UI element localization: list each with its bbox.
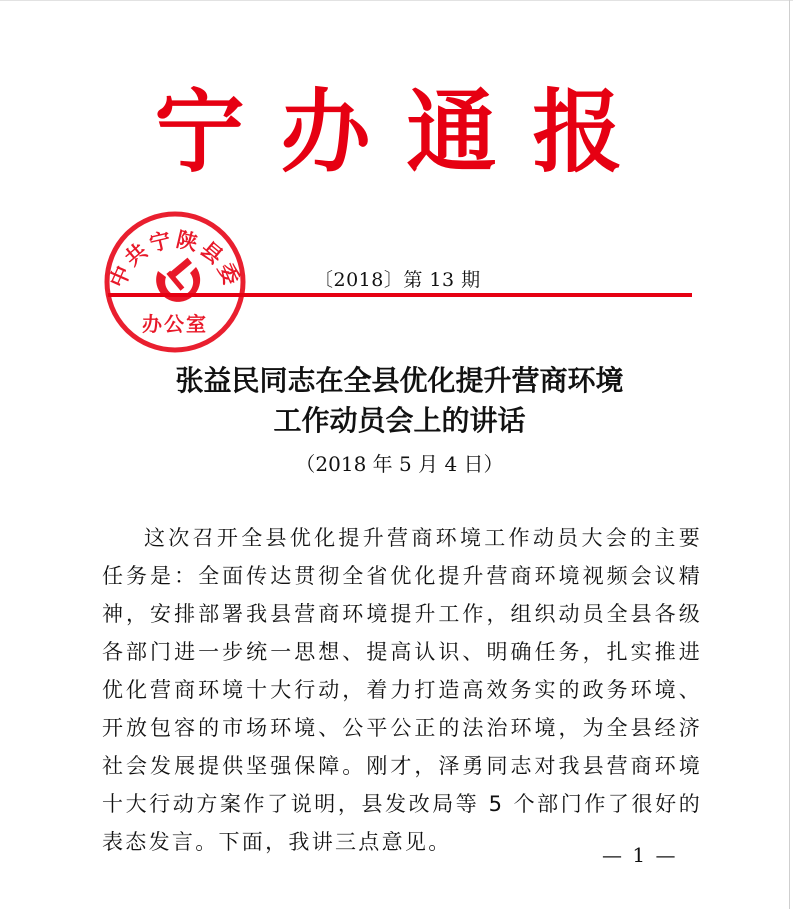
- body-text: [102, 519, 702, 861]
- title-line-1: 张益民同志在全县优化提升营商环境: [175, 364, 624, 397]
- official-seal: [100, 207, 250, 357]
- title-line-2: 工作动员会上的讲话: [273, 404, 526, 437]
- issue-number: 〔2018〕第 13 期: [314, 269, 481, 291]
- masthead-title: 宁办通报: [154, 80, 659, 185]
- seal-text-bottom: 办公室: [142, 312, 208, 336]
- hammer-sickle-icon: [156, 258, 200, 302]
- document-title: [0, 361, 793, 441]
- seal-text-top: 中共宁陕县委: [105, 227, 245, 292]
- speech-date: （2018 年 5 月 4 日）: [295, 452, 504, 476]
- body-paragraph: 这次召开全县优化提升营商环境工作动员大会的主要任务是：全面传达贯彻全省优化提升营商环境视频会议精神，安排部署我县营商环境提升工作，组织动员全县各级各部门进一步统一思想、提高认识、明确任务，扎实推进优化营商环境十大行动，着力打造高效务实的政务环境、开放包容的市场环境、公平公正的法治环境，为全县经济社会发展提供坚强保障。刚才，泽勇同志对我县营商环境十大行动方案作了说明，县发改局等 5 个部门作了很好的表态发言。下面，我讲三点意见。: [102, 526, 702, 854]
- page-top-edge: [0, 0, 793, 1]
- page-number: — 1 —: [602, 843, 678, 867]
